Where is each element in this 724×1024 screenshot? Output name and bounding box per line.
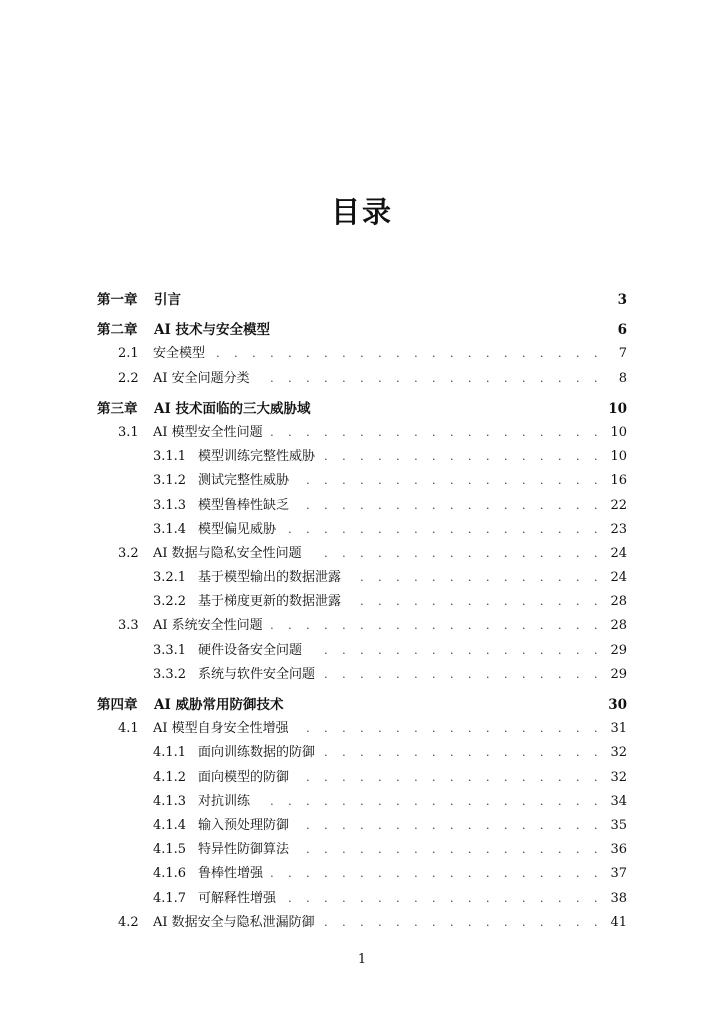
toc-chapter-block bbox=[97, 693, 627, 935]
toc-chapter-entry[interactable] bbox=[97, 397, 627, 421]
toc-entry-title: AI 模型安全性问题 bbox=[153, 424, 263, 440]
table-of-contents bbox=[97, 288, 627, 935]
toc-subsection-entry[interactable] bbox=[97, 469, 627, 493]
toc-dot-leader bbox=[349, 590, 603, 614]
toc-entry-title: 硬件设备安全问题 bbox=[198, 642, 303, 658]
toc-entry-number: 4.1.7 bbox=[153, 890, 187, 906]
toc-entry-number: 3.1 bbox=[118, 424, 139, 440]
toc-entry-title: 基于梯度更新的数据泄露 bbox=[198, 594, 342, 610]
toc-subsection-entry[interactable] bbox=[97, 663, 627, 687]
toc-subsection-entry[interactable] bbox=[97, 790, 627, 814]
toc-dot-leader bbox=[297, 717, 603, 741]
toc-chapter-page: 6 bbox=[617, 322, 627, 339]
toc-entry-page: 7 bbox=[618, 346, 627, 362]
toc-subsection-entry[interactable] bbox=[97, 590, 627, 614]
toc-entry-page: 28 bbox=[610, 618, 627, 634]
toc-entry-title: AI 安全问题分类 bbox=[153, 370, 250, 386]
toc-entry-title: 基于模型输出的数据泄露 bbox=[198, 570, 342, 586]
toc-entry-title: AI 数据安全与隐私泄漏防御 bbox=[153, 914, 315, 930]
toc-entry-title: 输入预处理防御 bbox=[198, 817, 290, 833]
toc-entry-title: AI 模型自身安全性增强 bbox=[153, 721, 289, 737]
toc-entry-number: 4.1.2 bbox=[153, 769, 187, 785]
toc-entry-number: 3.1.1 bbox=[153, 449, 187, 465]
toc-dot-leader bbox=[271, 421, 603, 445]
toc-dot-leader bbox=[323, 663, 603, 687]
toc-chapter-block bbox=[97, 397, 627, 687]
toc-entry-page: 10 bbox=[610, 424, 627, 440]
toc-entry-title: 鲁棒性增强 bbox=[198, 866, 264, 882]
toc-chapter-entry[interactable] bbox=[97, 318, 627, 342]
toc-dot-leader bbox=[323, 741, 603, 765]
toc-chapter-title: AI 技术与安全模型 bbox=[154, 322, 270, 339]
toc-dot-leader bbox=[271, 614, 603, 638]
toc-entry-title: 对抗训练 bbox=[198, 793, 251, 809]
toc-section-entry[interactable] bbox=[97, 911, 627, 935]
toc-subsection-entry[interactable] bbox=[97, 838, 627, 862]
toc-entry-title: AI 数据与隐私安全性问题 bbox=[153, 545, 302, 561]
toc-entry-title: 安全模型 bbox=[153, 346, 206, 362]
toc-chapter-number: 第四章 bbox=[97, 697, 138, 713]
toc-subsection-entry[interactable] bbox=[97, 741, 627, 765]
toc-entry-page: 24 bbox=[610, 545, 627, 561]
toc-entry-title: 可解释性增强 bbox=[198, 890, 277, 906]
toc-entry-number: 3.1.3 bbox=[153, 497, 187, 513]
toc-entry-number: 3.1.4 bbox=[153, 521, 187, 537]
toc-entry-title: 特异性防御算法 bbox=[198, 842, 290, 858]
toc-entry-page: 38 bbox=[610, 890, 627, 906]
toc-entry-page: 22 bbox=[610, 497, 627, 513]
toc-dot-leader bbox=[271, 862, 603, 886]
toc-entry-number: 3.2.2 bbox=[153, 594, 187, 610]
toc-chapter-block bbox=[97, 288, 627, 312]
toc-entry-number: 4.1.6 bbox=[153, 866, 187, 882]
toc-entry-page: 31 bbox=[610, 721, 627, 737]
toc-dot-leader bbox=[213, 342, 603, 366]
toc-chapter-block bbox=[97, 318, 627, 391]
toc-entry-page: 41 bbox=[610, 914, 627, 930]
toc-dot-leader bbox=[349, 566, 603, 590]
toc-dot-leader bbox=[297, 838, 603, 862]
toc-entry-number: 3.3 bbox=[118, 618, 139, 634]
footer-page-number: 1 bbox=[357, 952, 367, 967]
toc-entry-title: 测试完整性威胁 bbox=[198, 473, 290, 489]
toc-dot-leader bbox=[284, 887, 603, 911]
toc-dot-leader bbox=[284, 518, 603, 542]
toc-subsection-entry[interactable] bbox=[97, 518, 627, 542]
toc-entry-number: 4.2 bbox=[118, 914, 139, 930]
toc-dot-leader bbox=[297, 494, 603, 518]
toc-entry-page: 37 bbox=[610, 866, 627, 882]
toc-entry-number: 3.1.2 bbox=[153, 473, 187, 489]
toc-entry-page: 34 bbox=[610, 793, 627, 809]
toc-entry-number: 4.1.4 bbox=[153, 817, 187, 833]
toc-entry-number: 2.2 bbox=[118, 370, 139, 386]
toc-dot-leader bbox=[310, 542, 603, 566]
toc-entry-title: 系统与软件安全问题 bbox=[198, 666, 316, 682]
toc-entry-page: 16 bbox=[610, 473, 627, 489]
toc-section-entry[interactable] bbox=[97, 342, 627, 366]
toc-section-entry[interactable] bbox=[97, 367, 627, 391]
toc-chapter-entry[interactable] bbox=[97, 693, 627, 717]
toc-entry-page: 29 bbox=[610, 642, 627, 658]
toc-entry-page: 28 bbox=[610, 594, 627, 610]
toc-section-entry[interactable] bbox=[97, 614, 627, 638]
toc-entry-title: 模型偏见威胁 bbox=[198, 521, 277, 537]
toc-entry-title: 面向模型的防御 bbox=[198, 769, 290, 785]
toc-subsection-entry[interactable] bbox=[97, 639, 627, 663]
toc-dot-leader bbox=[297, 469, 603, 493]
toc-entry-number: 4.1 bbox=[118, 721, 139, 737]
toc-chapter-title: AI 威胁常用防御技术 bbox=[154, 697, 284, 713]
toc-entry-number: 4.1.1 bbox=[153, 745, 187, 761]
toc-entry-page: 36 bbox=[610, 842, 627, 858]
toc-entry-number: 3.3.2 bbox=[153, 666, 187, 682]
toc-subsection-entry[interactable] bbox=[97, 494, 627, 518]
toc-entry-number: 3.3.1 bbox=[153, 642, 187, 658]
toc-entry-title: 模型训练完整性威胁 bbox=[198, 449, 316, 465]
toc-chapter-page: 30 bbox=[608, 697, 627, 713]
page-title: 目录 bbox=[330, 195, 393, 229]
toc-subsection-entry[interactable] bbox=[97, 814, 627, 838]
toc-subsection-entry[interactable] bbox=[97, 445, 627, 469]
toc-entry-number: 4.1.3 bbox=[153, 793, 187, 809]
toc-chapter-entry[interactable] bbox=[97, 288, 627, 312]
toc-entry-number: 2.1 bbox=[118, 346, 139, 362]
toc-entry-page: 24 bbox=[610, 570, 627, 586]
toc-dot-leader bbox=[297, 814, 603, 838]
toc-entry-title: 模型鲁棒性缺乏 bbox=[198, 497, 290, 513]
toc-entry-page: 32 bbox=[610, 769, 627, 785]
toc-entry-page: 29 bbox=[610, 666, 627, 682]
toc-section-entry[interactable] bbox=[97, 542, 627, 566]
toc-dot-leader bbox=[258, 790, 603, 814]
toc-entry-page: 35 bbox=[610, 817, 627, 833]
toc-entry-title: 面向训练数据的防御 bbox=[198, 745, 316, 761]
toc-entry-number: 4.1.5 bbox=[153, 842, 187, 858]
toc-entry-page: 10 bbox=[610, 449, 627, 465]
toc-subsection-entry[interactable] bbox=[97, 887, 627, 911]
toc-entry-number: 3.2.1 bbox=[153, 570, 187, 586]
toc-dot-leader bbox=[323, 445, 603, 469]
toc-section-entry[interactable] bbox=[97, 717, 627, 741]
toc-dot-leader bbox=[310, 639, 603, 663]
toc-chapter-page: 10 bbox=[608, 400, 627, 417]
toc-entry-title: AI 系统安全性问题 bbox=[153, 618, 263, 634]
toc-entry-number: 3.2 bbox=[118, 545, 139, 561]
toc-chapter-page: 3 bbox=[617, 292, 627, 308]
toc-chapter-number: 第三章 bbox=[97, 400, 138, 417]
toc-subsection-entry[interactable] bbox=[97, 766, 627, 790]
toc-chapter-number: 第二章 bbox=[97, 322, 138, 339]
toc-chapter-title: AI 技术面临的三大威胁域 bbox=[154, 400, 311, 417]
toc-dot-leader bbox=[297, 766, 603, 790]
toc-entry-page: 32 bbox=[610, 745, 627, 761]
toc-chapter-number: 第一章 bbox=[97, 292, 138, 308]
toc-subsection-entry[interactable] bbox=[97, 566, 627, 590]
toc-subsection-entry[interactable] bbox=[97, 862, 627, 886]
toc-entry-page: 8 bbox=[618, 370, 627, 386]
toc-dot-leader bbox=[323, 911, 603, 935]
toc-section-entry[interactable] bbox=[97, 421, 627, 445]
toc-entry-page: 23 bbox=[610, 521, 627, 537]
toc-chapter-title: 引言 bbox=[154, 292, 181, 308]
toc-dot-leader bbox=[258, 367, 603, 391]
